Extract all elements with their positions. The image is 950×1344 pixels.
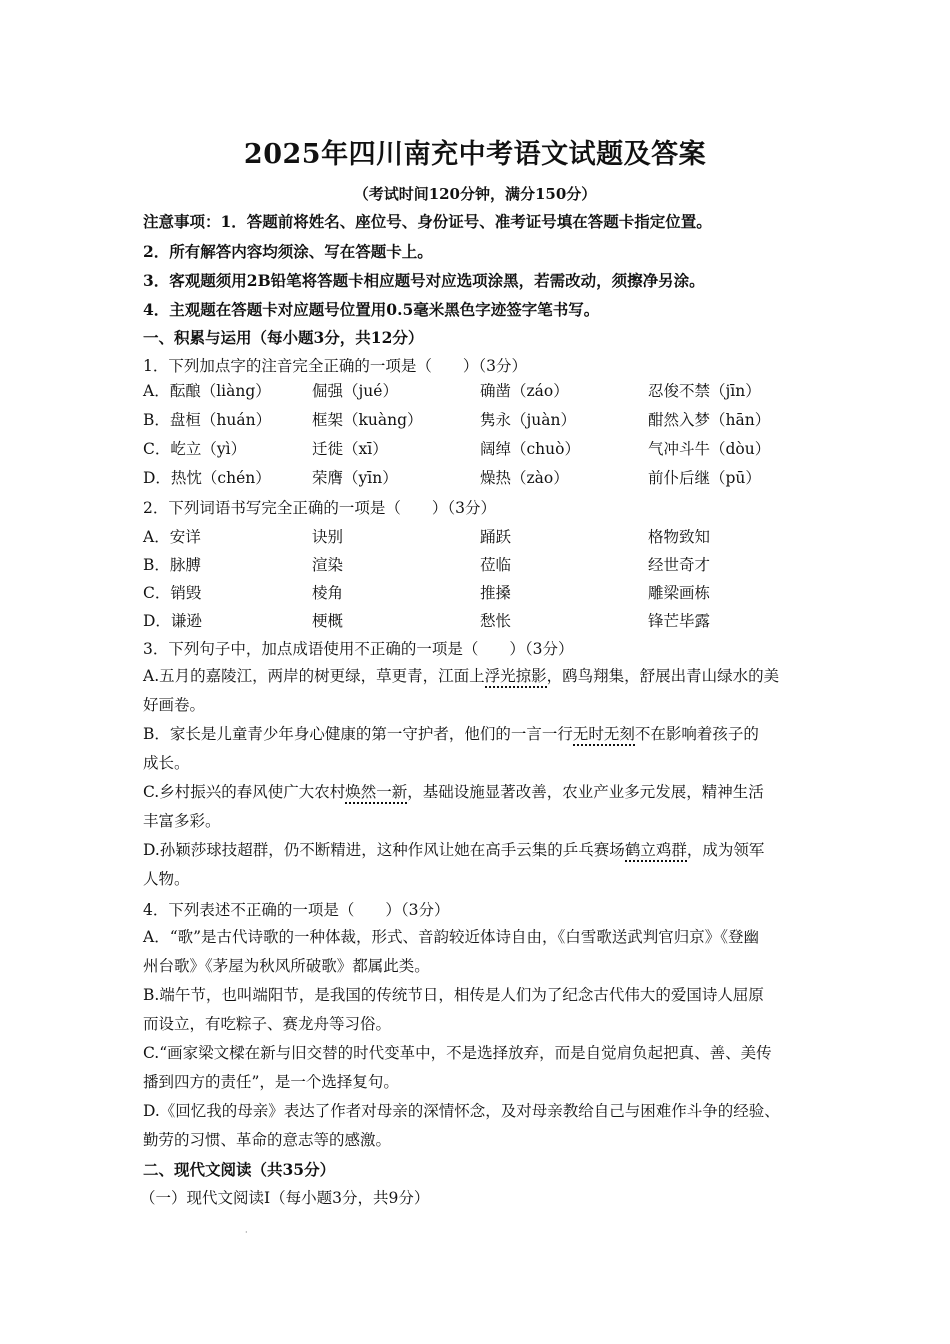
exam-time-note: （考试时间120分钟，满分150分） xyxy=(353,185,597,203)
question-stem: 1．下列加点字的注音完全正确的一项是（ ）（3分） xyxy=(143,357,527,375)
option-b-line: B．家长是儿童青少年身心健康的第一守护者，他们的一言一行无时无刻不在影响着孩子的 xyxy=(143,722,759,744)
dotted-idiom: 焕然一新 xyxy=(345,783,407,804)
option-cell: 渲染 xyxy=(312,556,344,574)
section-heading: 一、积累与运用（每小题3分，共12分） xyxy=(143,328,424,347)
option-d-line: D.孙颖莎球技超群，仍不断精进，这种作风让她在高手云集的乒乓赛场鹤立鸡群，成为领军 xyxy=(143,838,764,860)
option-cell: B．脉膊 xyxy=(143,556,201,574)
option-cell: 隽永（juàn） xyxy=(480,411,577,429)
option-cell: D．谦逊 xyxy=(143,612,202,630)
option-c-cont: 丰富多彩。 xyxy=(143,812,221,830)
option-a-line: A.五月的嘉陵江，两岸的树更绿，草更青，江面上浮光掠影，鸥鸟翔集，舒展出青山绿水的美 xyxy=(143,664,779,686)
option-cell: 经世奇才 xyxy=(648,556,711,574)
option-cell: D．热忱（chén） xyxy=(143,469,271,487)
option-cell: 框架（kuàng） xyxy=(312,411,423,429)
option-cell: 锋芒毕露 xyxy=(648,612,711,630)
question-stem: 2．下列词语书写完全正确的一项是（ ）（3分） xyxy=(143,499,496,517)
option-cell: 格物致知 xyxy=(648,528,711,546)
option-cell: C．销毁 xyxy=(143,584,202,602)
option-cell: B．盘桓（huán） xyxy=(143,411,272,429)
option-cell: 莅临 xyxy=(480,556,512,574)
dotted-idiom: 无时无刻 xyxy=(573,725,635,746)
option-cell: 推搡 xyxy=(480,584,512,602)
option-cell: 燥热（zào） xyxy=(480,469,569,487)
option-cell: 棱角 xyxy=(312,584,344,602)
dotted-idiom: 鹤立鸡群 xyxy=(625,841,687,862)
option-cell: 酣然入梦（hān） xyxy=(648,411,771,429)
question-stem: 4．下列表述不正确的一项是（ ）（3分） xyxy=(143,901,450,919)
option-cell: 梗概 xyxy=(312,612,344,630)
option-cell: 迁徙（xī） xyxy=(312,440,388,458)
subsection-heading: （一）现代文阅读Ⅰ（每小题3分，共9分） xyxy=(140,1189,430,1207)
option-cell: A．安详 xyxy=(143,528,201,546)
option-cell: 阔绰（chuò） xyxy=(480,440,580,458)
option-cell: A．酝酿（liàng） xyxy=(143,382,271,400)
question-stem: 3．下列句子中，加点成语使用不正确的一项是（ ）（3分） xyxy=(143,640,574,658)
option-line: B.端午节，也叫端阳节，是我国的传统节日，相传是人们为了纪念古代伟大的爱国诗人屈原 xyxy=(143,986,764,1004)
option-line: C.“画家梁文樑在新与旧交替的时代变革中，不是选择放弃，而是自觉肩负起把真、善、美传 xyxy=(143,1044,772,1062)
option-cell: 愁怅 xyxy=(480,612,512,630)
section-heading: 二、现代文阅读（共35分） xyxy=(143,1160,336,1179)
option-line: 州台歌》《茅屋为秋风所破歌》都属此类。 xyxy=(143,957,430,975)
note-line: 2．所有解答内容均须涂、写在答题卡上。 xyxy=(143,242,433,261)
dotted-idiom: 浮光掠影 xyxy=(485,667,547,688)
option-cell: 踊跃 xyxy=(480,528,512,546)
option-line: 播到四方的责任”，是一个选择复句。 xyxy=(143,1073,399,1091)
option-cell: 确凿（záo） xyxy=(480,382,569,400)
stray-mark: · xyxy=(245,1228,248,1237)
option-d-cont: 人物。 xyxy=(143,870,190,888)
option-b-cont: 成长。 xyxy=(143,754,190,772)
note-line: 3．客观题须用2B铅笔将答题卡相应题号对应选项涂黑，若需改动，须擦净另涂。 xyxy=(143,271,705,290)
option-c-line: C.乡村振兴的春风使广大农村焕然一新，基础设施显著改善，农业产业多元发展，精神生活 xyxy=(143,780,764,802)
option-cell: 倔强（jué） xyxy=(312,382,398,400)
note-line: 注意事项：1．答题前将姓名、座位号、身份证号、准考证号填在答题卡指定位置。 xyxy=(143,212,712,231)
option-line: 勤劳的习惯、革命的意志等的感激。 xyxy=(143,1131,392,1149)
page-title: 2025年四川南充中考语文试题及答案 xyxy=(243,139,707,170)
option-cell: C．屹立（yì） xyxy=(143,440,247,458)
option-cell: 荣膺（yīn） xyxy=(312,469,398,487)
option-line: A．“歌”是古代诗歌的一种体裁，形式、音韵较近体诗自由，《白雪歌送武判官归京》《登幽 xyxy=(143,928,760,946)
option-a-cont: 好画卷。 xyxy=(143,696,206,714)
option-line: D.《回忆我的母亲》表达了作者对母亲的深情怀念，及对母亲教给自己与困难作斗争的经验、 xyxy=(143,1102,780,1120)
option-cell: 诀别 xyxy=(312,528,344,546)
note-line: 4．主观题在答题卡对应题号位置用0.5毫米黑色字迹签字笔书写。 xyxy=(143,300,600,319)
option-cell: 前仆后继（pū） xyxy=(648,469,761,487)
option-cell: 雕梁画栋 xyxy=(648,584,711,602)
option-cell: 气冲斗牛（dòu） xyxy=(648,440,771,458)
option-line: 而设立，有吃粽子、赛龙舟等习俗。 xyxy=(143,1015,392,1033)
option-cell: 忍俊不禁（jīn） xyxy=(648,382,761,400)
